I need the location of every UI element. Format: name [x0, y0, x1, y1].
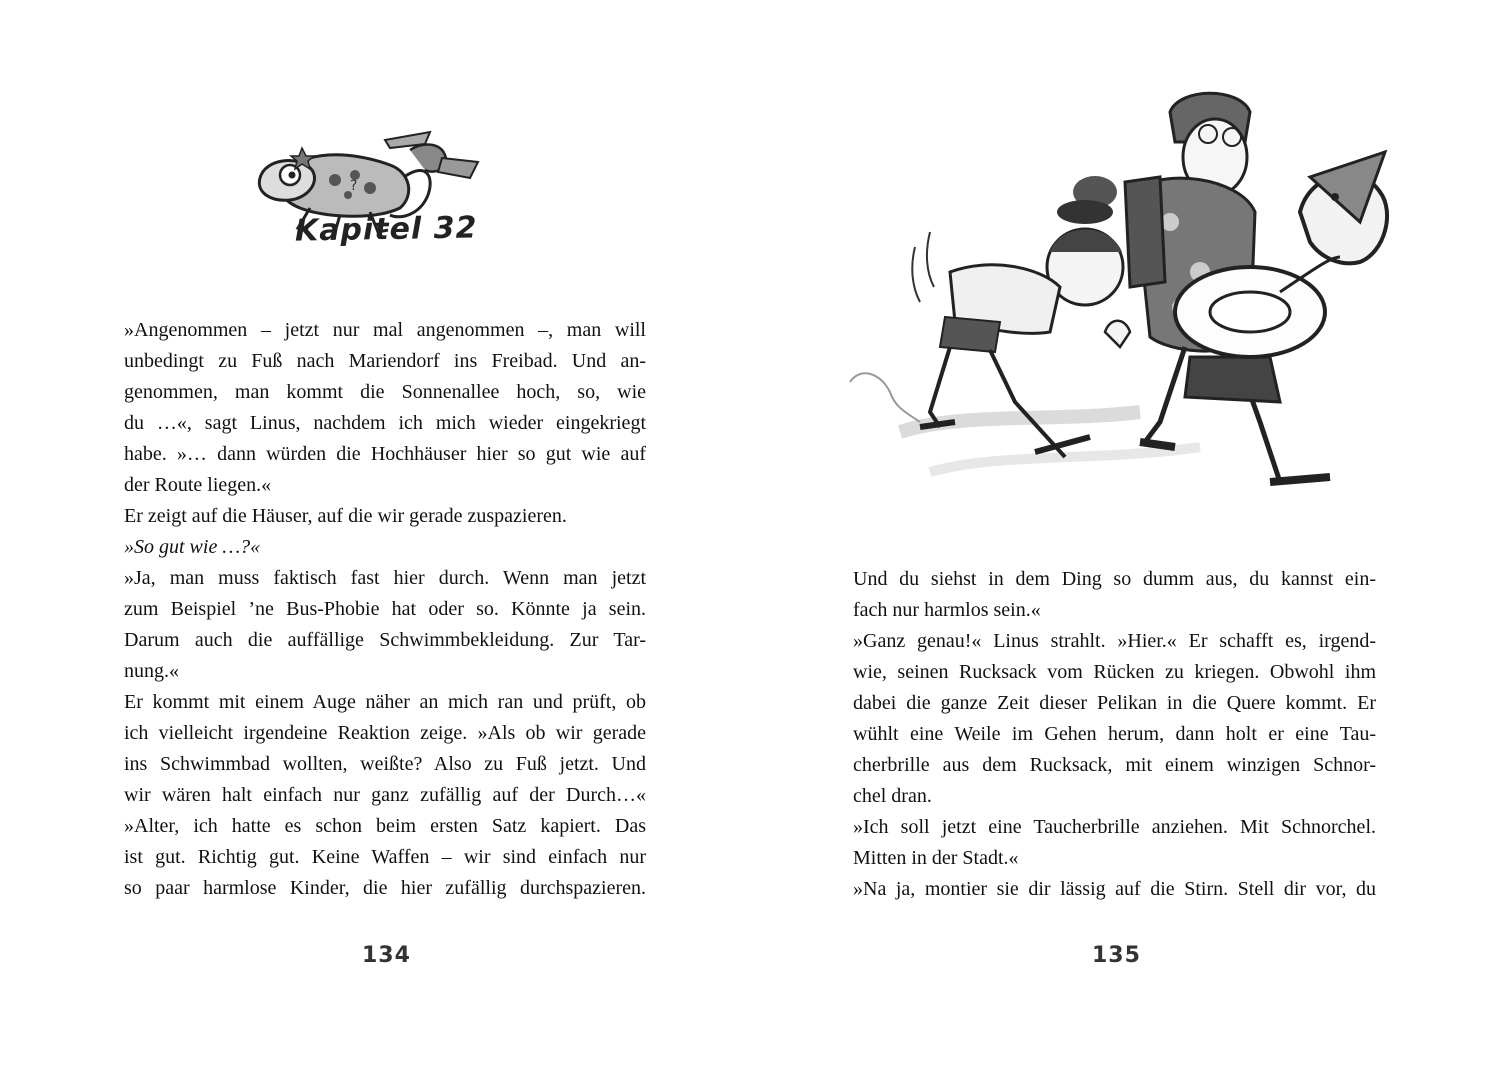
text-line: Darum auch die auffällige Schwimmbekleidung. Zur Tar- — [124, 629, 646, 651]
left-body-text — [124, 315, 646, 904]
text-line: Er kommt mit einem Auge näher an mich ran und prüft, ob — [124, 691, 646, 713]
text-line: du …«, sagt Linus, nachdem ich mich wieder eingekriegt — [124, 412, 646, 434]
kids-illustration-icon — [840, 82, 1400, 547]
text-line: »Na ja, montier sie dir lässig auf die Stirn. Stell dir vor, du — [853, 878, 1376, 900]
text-line: »Ja, man muss faktisch fast hier durch. Wenn man jetzt — [124, 567, 646, 589]
text-line: Und du siehst in dem Ding so dumm aus, du kannst ein- — [853, 568, 1376, 590]
text-line: »Ich soll jetzt eine Taucherbrille anziehen. Mit Schnorchel. — [853, 816, 1376, 838]
text-line: ich vielleicht irgendeine Reaktion zeige. »Als ob wir gerade — [124, 722, 646, 744]
text-line: der Route liegen.« — [124, 474, 272, 496]
text-line: »Ganz genau!« Linus strahlt. »Hier.« Er schafft es, irgend- — [853, 630, 1376, 652]
chapter-heading: Kapitel 32 — [294, 210, 478, 249]
text-line: zum Beispiel ’ne Bus-Phobie hat oder so. Könnte ja sein. — [124, 598, 646, 620]
text-line: so paar harmlose Kinder, die hier zufällig durchspazieren. — [124, 877, 646, 899]
text-line: genommen, man kommt die Sonnenallee hoch, so, wie — [124, 381, 646, 403]
text-line: dabei die ganze Zeit dieser Pelikan in die Quere kommt. Er — [853, 692, 1376, 714]
text-line: chel dran. — [853, 785, 932, 807]
page-number: 134 — [362, 943, 411, 968]
right-body-text — [853, 564, 1376, 905]
text-line: Er zeigt auf die Häuser, auf die wir gerade zuspazieren. — [124, 505, 567, 527]
text-line: habe. »… dann würden die Hochhäuser hier so gut wie auf — [124, 443, 646, 465]
text-line: »Alter, ich hatte es schon beim ersten Satz kapiert. Das — [124, 815, 646, 837]
text-line: »So gut wie …?« — [124, 536, 261, 558]
text-line: wie, seinen Rucksack vom Rücken zu kriegen. Obwohl ihm — [853, 661, 1376, 683]
text-line: ist gut. Richtig gut. Keine Waffen – wir sind einfach nur — [124, 846, 646, 868]
text-line: nung.« — [124, 660, 179, 682]
text-line: Mitten in der Stadt.« — [853, 847, 1019, 869]
text-line: wühlt eine Weile im Gehen herum, dann holt er eine Tau- — [853, 723, 1376, 745]
page-number: 135 — [1092, 943, 1141, 968]
text-line: cherbrille aus dem Rucksack, mit einem winzigen Schnor- — [853, 754, 1376, 776]
svg-text:?: ? — [350, 178, 358, 194]
text-line: unbedingt zu Fuß nach Mariendorf ins Freibad. Und an- — [124, 350, 646, 372]
text-line: »Angenommen – jetzt nur mal angenommen –, man will — [124, 319, 646, 341]
text-line: wir wären halt einfach nur ganz zufällig auf der Durch…« — [124, 784, 646, 806]
text-line: fach nur harmlos sein.« — [853, 599, 1041, 621]
kids-walking-illustration — [840, 82, 1400, 547]
text-line: ins Schwimmbad wollten, weißte? Also zu Fuß jetzt. Und — [124, 753, 646, 775]
